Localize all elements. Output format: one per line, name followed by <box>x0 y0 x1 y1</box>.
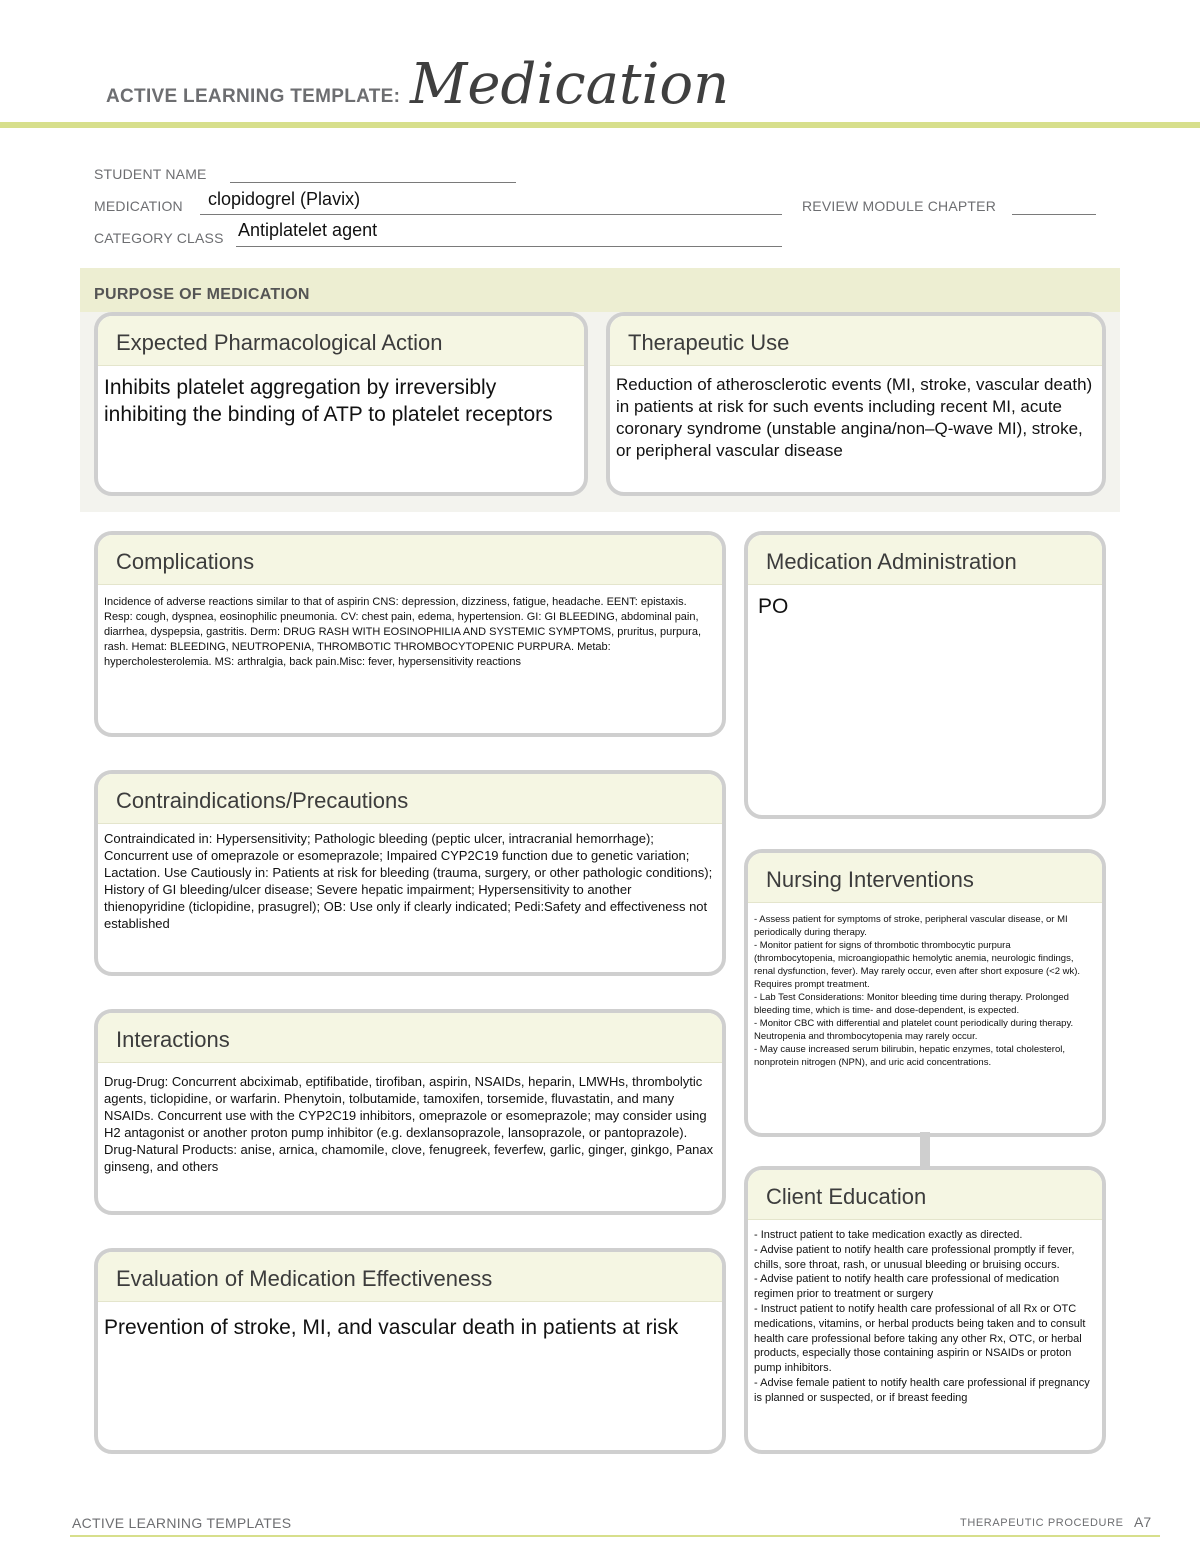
client-education-card <box>744 1166 1106 1454</box>
header-divider <box>0 122 1200 128</box>
therapeutic-use-text: Reduction of atherosclerotic events (MI, stroke, vascular death) in patients at risk for such events including recent MI, acute coronary syndrome (unstable angina/non–Q-wave MI), stroke, or peripheral vascular disease <box>616 375 1093 460</box>
category-class-line <box>236 246 782 247</box>
contraindications-title: Contraindications/Precautions <box>98 774 722 824</box>
purpose-title: PURPOSE OF MEDICATION <box>94 286 310 303</box>
medication-line <box>200 214 782 215</box>
therapeutic-use-title: Therapeutic Use <box>610 316 1102 366</box>
category-class-field[interactable]: Antiplatelet agent <box>238 220 378 240</box>
medication-label: MEDICATION <box>94 198 183 214</box>
footer-divider <box>70 1535 1160 1537</box>
list-item: Drug-Drug: Concurrent abciximab, eptifibatide, tirofiban, aspirin, NSAIDs, heparin, LMWHs, thrombolytic agents, ticlopidine, or warfarin. Phenytoin, tolbutamide, tamoxifen, torsemide, fluvastatin, and many NSAIDs. Concurrent use with the CYP2C19 inhibitors, omeprazole or esomeprazole; may consider using H2 antagonist or another proton pump inhibitor (e.g. dexlansoprazole, lansoprazole, or pantoprazole). <box>104 1074 707 1140</box>
list-item: - Advise female patient to notify health care professional if pregnancy is planned or suspected, or if breast feeding <box>754 1376 1090 1404</box>
footer-category: THERAPEUTIC PROCEDURE <box>960 1517 1124 1529</box>
therapeutic-use-card <box>606 312 1106 496</box>
page-number: A7 <box>1134 1514 1152 1530</box>
complications-card <box>94 531 726 737</box>
nursing-interventions-title: Nursing Interventions <box>748 853 1102 903</box>
review-module-label: REVIEW MODULE CHAPTER <box>802 198 996 214</box>
interactions-title: Interactions <box>98 1013 722 1063</box>
list-item: Drug-Natural Products: anise, arnica, chamomile, clove, fenugreek, feverfew, garlic, ginger, ginkgo, Panax ginseng, and others <box>104 1142 714 1174</box>
footer-title: ACTIVE LEARNING TEMPLATES <box>72 1515 292 1531</box>
client-education-title: Client Education <box>748 1170 1102 1220</box>
expected-action-text: Inhibits platelet aggregation by irreversibly inhibiting the binding of ATP to platelet receptors <box>104 376 553 426</box>
evaluation-text: Prevention of stroke, MI, and vascular death in patients at risk <box>104 1316 679 1339</box>
category-class-label: CATEGORY CLASS <box>94 230 224 246</box>
list-item: - Monitor patient for signs of thrombotic thrombocytic purpura (thrombocytopenia, microangiopathic hemolytic anemia, neurologic findings, renal dysfunction, fever). May rarely occur, even after short exposure (<2 wk). Requires prompt treatment. <box>754 940 1081 990</box>
evaluation-card <box>94 1248 726 1454</box>
medication-field[interactable]: clopidogrel (Plavix) <box>208 189 361 209</box>
administration-card <box>744 531 1106 819</box>
complications-title: Complications <box>98 535 722 585</box>
evaluation-title: Evaluation of Medication Effectiveness <box>98 1252 722 1302</box>
contraindications-text: Contraindicated in: Hypersensitivity; Pathologic bleeding (peptic ulcer, intracranial hemorrhage); Concurrent use of omeprazole or esomeprazole; Impaired CYP2C19 function due to genetic variation; Lactation. Use Cautiously in: Patients at risk for bleeding (trauma, surgery, or other pathologic conditions); History of GI bleeding/ulcer disease; Severe hepatic impairment; Hypersensitivity to another thienopyridine (ticlopidine, prasugrel); OB: Use only if clearly indicated; Pedi:Safety and effectiveness not established <box>104 831 713 931</box>
connector-bar <box>920 1132 930 1166</box>
list-item: - Instruct patient to take medication exactly as directed. <box>754 1229 1023 1241</box>
list-item: - Monitor CBC with differential and platelet count periodically during therapy. Neutropenia and thrombocytopenia may rarely occur. <box>754 1018 1074 1042</box>
list-item: - Lab Test Considerations: Monitor bleeding time during therapy. Prolonged bleeding time, which is time- and dose-dependent, is expected. <box>754 992 1069 1016</box>
administration-text: PO <box>758 595 789 618</box>
page-title: Medication <box>410 52 730 117</box>
interactions-card <box>94 1009 726 1215</box>
contraindications-card <box>94 770 726 976</box>
review-module-line <box>1012 214 1096 215</box>
nursing-interventions-list <box>748 903 1102 1069</box>
expected-action-card <box>94 312 588 496</box>
list-item: - May cause increased serum bilirubin, hepatic enzymes, total cholesterol, nonprotein nitrogen (NPN), and uric acid concentrations. <box>754 1044 1066 1068</box>
list-item: - Assess patient for symptoms of stroke, peripheral vascular disease, or MI periodically during therapy. <box>754 914 1068 938</box>
complications-text: Incidence of adverse reactions similar to that of aspirin CNS: depression, dizziness, fatigue, headache. EENT: epistaxis. Resp: cough, dyspnea, eosinophilic pneumonia. CV: chest pain, edema, hypertension. GI: GI BLEEDING, abdominal pain, diarrhea, dyspepsia, gastritis. Derm: DRUG RASH WITH EOSINOPHILIA AND SYSTEMIC SYMPTOMS, pruritus, purpura, rash. Hemat: BLEEDING, NEUTROPENIA, THROMBOTIC THROMBOCYTOPENIC PURPURA. Metab: hypercholesterolemia. MS: arthralgia, back pain.Misc: fever, hypersensitivity reactions <box>104 596 702 668</box>
list-item: - Advise patient to notify health care professional of medication regimen prior to treatment or surgery <box>754 1273 1060 1301</box>
template-label: ACTIVE LEARNING TEMPLATE: <box>106 86 401 107</box>
interactions-list <box>98 1063 722 1175</box>
student-name-line <box>230 182 516 183</box>
list-item: - Advise patient to notify health care professional promptly if fever, chills, sore throat, rash, or unusual bleeding or bruising occurs. <box>754 1243 1075 1271</box>
student-name-label: STUDENT NAME <box>94 166 207 182</box>
client-education-list <box>748 1220 1102 1406</box>
administration-title: Medication Administration <box>748 535 1102 585</box>
nursing-interventions-card <box>744 849 1106 1137</box>
expected-action-title: Expected Pharmacological Action <box>98 316 584 366</box>
list-item: - Instruct patient to notify health care professional of all Rx or OTC medications, vitamins, or herbal products being taken and to consult health care professional before taking any other Rx, OTC, or herbal products, especially those containing aspirin or NSAIDs or proton pump inhibitors. <box>754 1302 1086 1375</box>
